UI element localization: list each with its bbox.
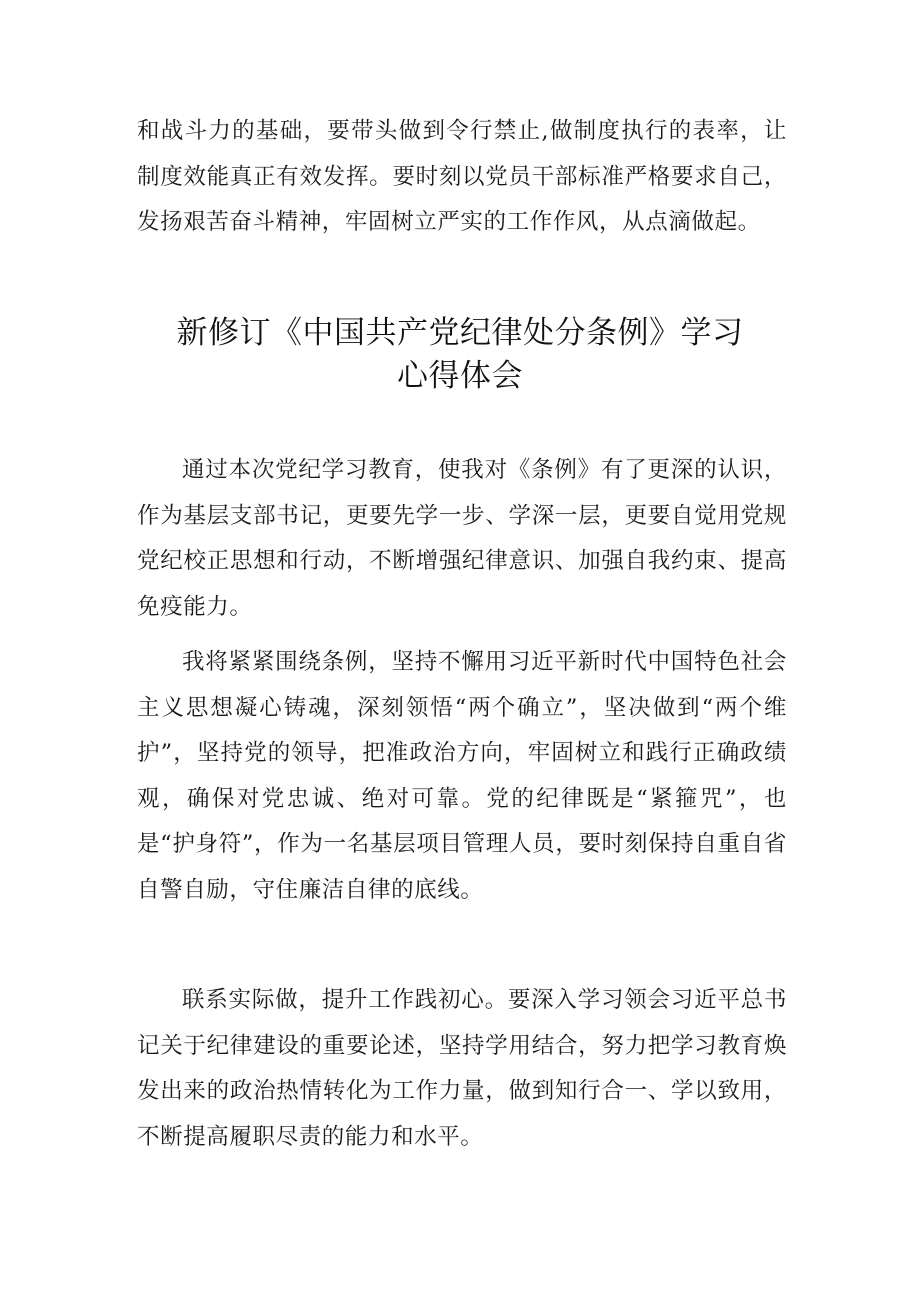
continued-paragraph: 和战斗力的基础，要带头做到令行禁止,做制度执行的表率，让制度效能真正有效发挥。要时刻以党员干部标准严格要求自己，发扬艰苦奋斗精神，牢固树立严实的工作作风，从点滴做起。 xyxy=(137,118,787,235)
body-paragraph-3: 联系实际做，提升工作践初心。要深入学习领会习近平总书记关于纪律建设的重要论述，坚持学用结合，努力把学习教育焕发出来的政治热情转化为工作力量，做到知行合一、学以致用，不断提高履职尽责的能力和水平。 xyxy=(137,987,787,1150)
body-paragraph-1: 通过本次党纪学习教育，使我对《条例》有了更深的认识，作为基层支部书记，更要先学一步、学深一层，更要自觉用党规党纪校正思想和行动，不断增强纪律意识、加强自我约束、提高免疫能力。 xyxy=(137,457,787,620)
body-paragraph-2: 我将紧紧围绕条例，坚持不懈用习近平新时代中国特色社会主义思想凝心铸魂，深刻领悟“两个确立”，坚决做到“两个维护”，坚持党的领导，把准政治方向，牢固树立和践行正确政绩观，确保对党忠诚、绝对可靠。党的纪律既是“紧箍咒”，也是“护身符”，作为一名基层项目管理人员，要时刻保持自重自省自警自励，守住廉洁自律的底线。 xyxy=(137,649,787,903)
document-title xyxy=(0,312,920,398)
title-line-1: 新修订《中国共产党纪律处分条例》学习 xyxy=(176,315,744,351)
title-line-2: 心得体会 xyxy=(397,358,523,394)
